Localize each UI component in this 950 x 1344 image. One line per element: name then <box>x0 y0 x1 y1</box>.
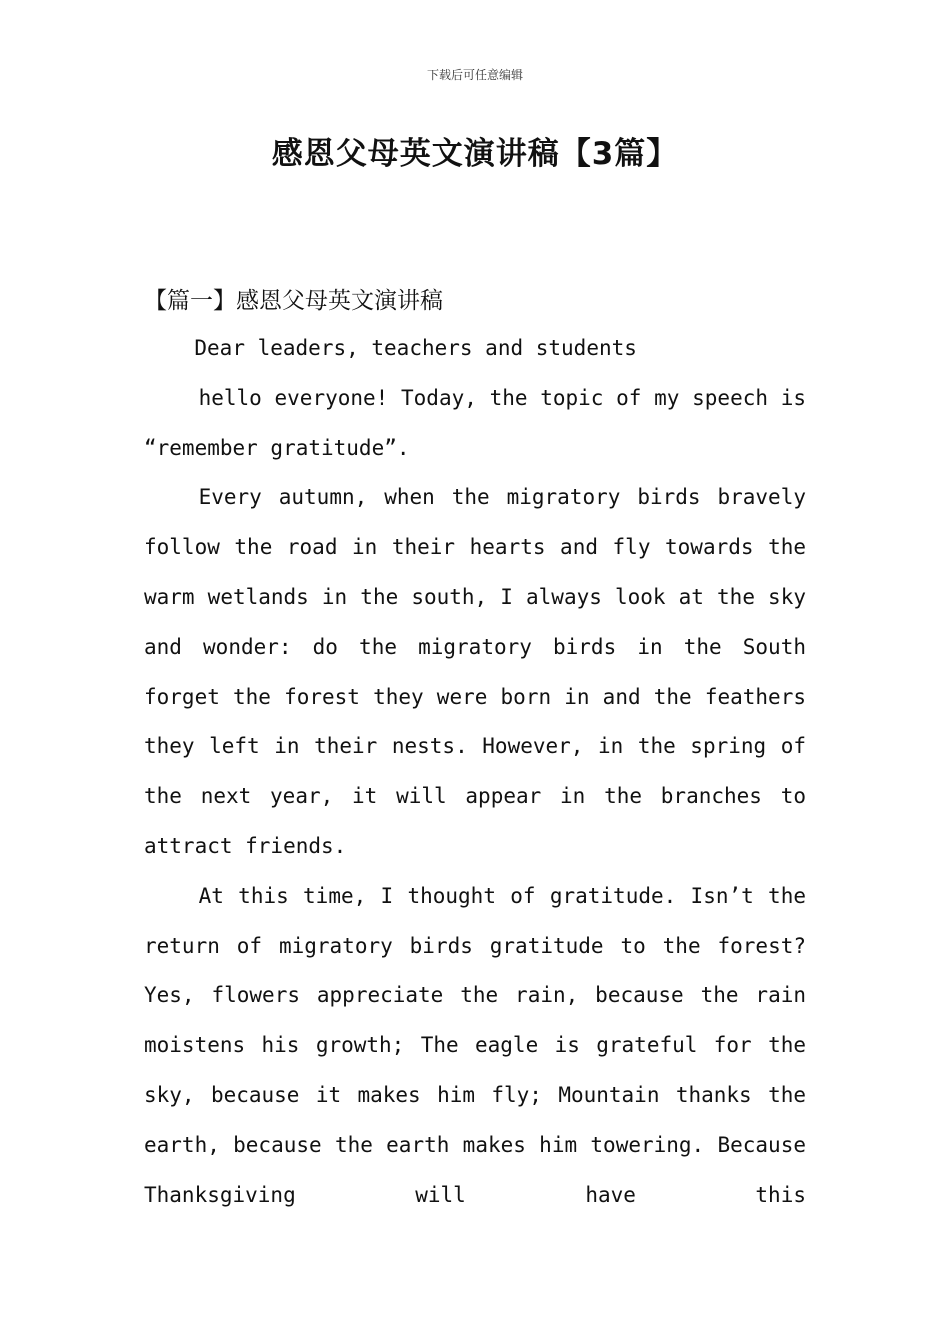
header-note: 下载后可任意编辑 <box>426 68 523 82</box>
paragraph: hello everyone! Today, the topic of my speech is “remember gratitude”. <box>144 385 806 460</box>
section-heading: 【篇一】感恩父母英文演讲稿 <box>144 288 443 314</box>
paragraph: Every autumn, when the migratory birds bravely follow the road in their hearts and fly towards the warm wetlands in the south, I always look at the sky and wonder: do the migratory birds in the South forget the forest they were born in and the feathers they left in their nests. However, in the spring of the next year, it will appear in the branches to attract friends. <box>144 485 806 858</box>
section-body <box>144 324 806 1220</box>
paragraph: At this time, I thought of gratitude. Isn’t the return of migratory birds gratitude to the forest? Yes, flowers appreciate the rain, because the rain moistens his growth; The eagle is grateful for the sky, because it makes him fly; Mountain thanks the earth, because the earth makes him towering. Because Thanksgiving will have this <box>144 883 806 1207</box>
paragraph-salutation: Dear leaders, teachers and students <box>194 336 637 360</box>
document-title: 感恩父母英文演讲稿【3篇】 <box>271 136 679 172</box>
